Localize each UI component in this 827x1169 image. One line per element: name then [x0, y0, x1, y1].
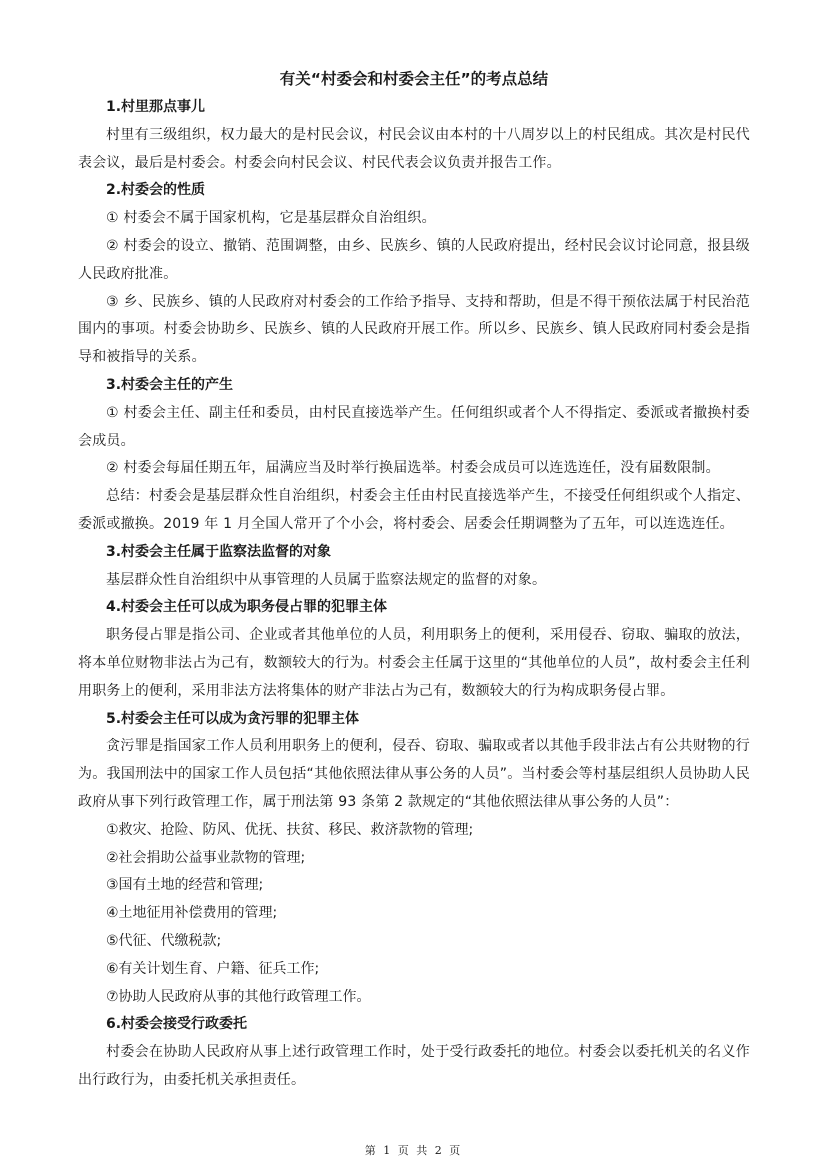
- section-5: [78, 706, 750, 1012]
- section-6: [78, 1011, 750, 1094]
- page-footer: 第 1 页 共 2 页: [364, 1144, 463, 1157]
- section-1: [78, 94, 750, 177]
- section-heading: 3.村委会主任属于监察法监督的对象: [106, 543, 332, 560]
- paragraph: ① 村委会不属于国家机构，它是基层群众自治组织。: [106, 210, 436, 227]
- list-item: ⑦协助人民政府从事的其他行政管理工作。: [106, 988, 371, 1005]
- section-heading: 6.村委会接受行政委托: [106, 1016, 248, 1033]
- paragraph: ③ 乡、民族乡、镇的人民政府对村委会的工作给予指导、支持和帮助，但是不得干预依法属于村民治范围内的事项。村委会协助乡、民族乡、镇的人民政府开展工作。所以乡、民族乡、镇人民政府同村委会是指导和被指导的关系。: [78, 293, 750, 366]
- summary-paragraph: 总结：村委会是基层群众性自治组织，村委会主任由村民直接选举产生，不接受任何组织或个人指定、委派或撤换。2019 年 1 月全国人常开了个小会，将村委会、居委会任期调整为了五年，可以连选连任。: [78, 488, 750, 532]
- section-heading: 2.村委会的性质: [106, 182, 206, 199]
- paragraph: 村委会在协助人民政府从事上述行政管理工作时，处于受行政委托的地位。村委会以委托机关的名义作出行政行为，由委托机关承担责任。: [78, 1044, 750, 1088]
- paragraph: 村里有三级组织，权力最大的是村民会议，村民会议由本村的十八周岁以上的村民组成。其次是村民代表会议，最后是村委会。村委会向村民会议、村民代表会议负责并报告工作。: [78, 126, 750, 171]
- section-4: [78, 594, 750, 705]
- paragraph: 贪污罪是指国家工作人员利用职务上的便利，侵吞、窃取、骗取或者以其他手段非法占有公共财物的行为。我国刑法中的国家工作人员包括“其他依照法律从事公务的人员”。当村委会等村基层组织人员协助人民政府从事下列行政管理工作，属于刑法第 93 条第 2 款规定的“其他依照法律从事公务的人员”：: [78, 738, 750, 810]
- list-item: ⑤代征、代缴税款;: [106, 932, 222, 949]
- section-heading: 3.村委会主任的产生: [106, 376, 234, 393]
- list-item: ③国有土地的经营和管理;: [106, 877, 264, 894]
- document-title: 有关“村委会和村委会主任”的考点总结: [279, 70, 549, 88]
- section-supervision: [78, 539, 750, 595]
- list-item: ⑥有关计划生育、户籍、征兵工作;: [106, 960, 320, 977]
- document-page: [78, 66, 750, 1095]
- paragraph: ② 村委会的设立、撤销、范围调整，由乡、民族乡、镇的人民政府提出，经村民会议讨论同意，报县级人民政府批准。: [78, 237, 750, 282]
- list-item: ①救灾、抢险、防风、优抚、扶贫、移民、救济款物的管理;: [106, 821, 474, 838]
- paragraph: 职务侵占罪是指公司、企业或者其他单位的人员，利用职务上的便利，采用侵吞、窃取、骗取的放法，将本单位财物非法占为己有，数额较大的行为。村委会主任属于这里的“其他单位的人员”，故村委会主任利用职务上的便利，采用非法方法将集体的财产非法占为己有，数额较大的行为构成职务侵占罪。: [78, 627, 750, 699]
- paragraph: ② 村委会每届任期五年，届满应当及时举行换届选举。村委会成员可以连选连任，没有届数限制。: [106, 460, 720, 477]
- paragraph: ① 村委会主任、副主任和委员，由村民直接选举产生。任何组织或者个人不得指定、委派或者撤换村委会成员。: [78, 404, 750, 449]
- paragraph: 基层群众性自治组织中从事管理的人员属于监察法规定的监督的对象。: [106, 571, 547, 588]
- list-item: ④土地征用补偿费用的管理;: [106, 905, 278, 922]
- section-heading: 1.村里那点事儿: [106, 99, 206, 115]
- section-heading: 5.村委会主任可以成为贪污罪的犯罪主体: [106, 710, 360, 727]
- section-heading: 4.村委会主任可以成为职务侵占罪的犯罪主体: [106, 599, 388, 616]
- section-2: [78, 177, 750, 372]
- section-3: [78, 372, 750, 539]
- list-item: ②社会捐助公益事业款物的管理;: [106, 849, 306, 866]
